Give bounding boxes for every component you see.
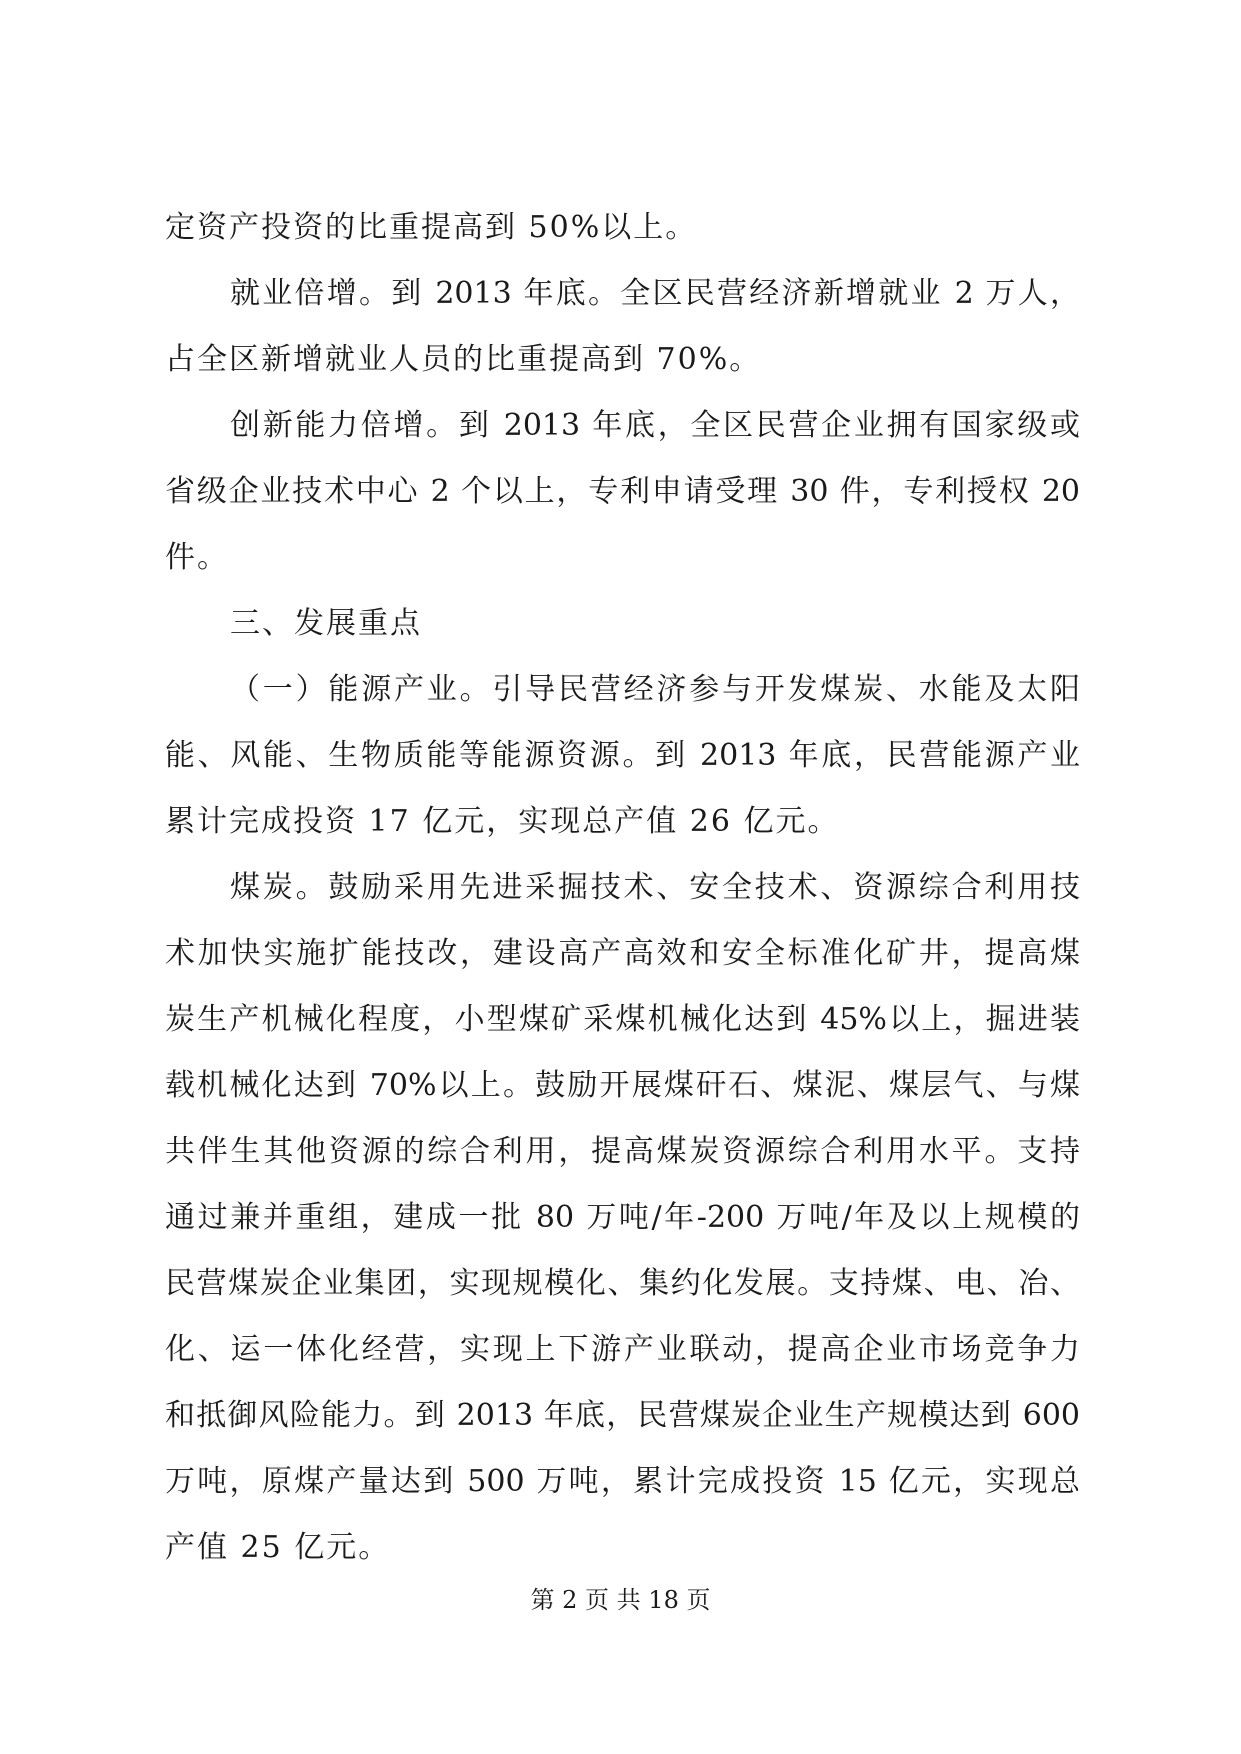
page-number-footer: 第 2 页 共 18 页 [530, 1586, 711, 1614]
text-line: 就业倍增。到 2013 年底。全区民营经济新增就业 2 万人， [230, 276, 1080, 311]
text-line: 通过兼并重组，建成一批 80 万吨/年-200 万吨/年及以上规模的 [165, 1200, 1080, 1235]
text-line: 民营煤炭企业集团，实现规模化、集约化发展。支持煤、电、冶、 [165, 1266, 1080, 1301]
text-line: 载机械化达到 70%以上。鼓励开展煤矸石、煤泥、煤层气、与煤 [165, 1068, 1080, 1103]
text-line: 煤炭。鼓励采用先进采掘技术、安全技术、资源综合利用技 [230, 870, 1080, 905]
text-line: 件。 [165, 540, 229, 575]
text-line: 占全区新增就业人员的比重提高到 70%。 [165, 342, 762, 377]
text-line: 术加快实施扩能技改，建设高产高效和安全标准化矿井，提高煤 [165, 936, 1080, 971]
text-line: 产值 25 亿元。 [165, 1530, 391, 1565]
section-heading: 三、发展重点 [230, 606, 422, 641]
text-line: （一）能源产业。引导民营经济参与开发煤炭、水能及太阳 [230, 672, 1080, 707]
text-line: 省级企业技术中心 2 个以上，专利申请受理 30 件，专利授权 20 [165, 474, 1080, 509]
text-line: 万吨，原煤产量达到 500 万吨，累计完成投资 15 亿元，实现总 [165, 1464, 1080, 1499]
text-line: 和抵御风险能力。到 2013 年底，民营煤炭企业生产规模达到 600 [165, 1398, 1080, 1433]
text-line: 能、风能、生物质能等能源资源。到 2013 年底，民营能源产业 [165, 738, 1080, 773]
text-line: 炭生产机械化程度，小型煤矿采煤机械化达到 45%以上，掘进装 [165, 1002, 1080, 1037]
text-line: 累计完成投资 17 亿元，实现总产值 26 亿元。 [165, 804, 840, 839]
text-line: 共伴生其他资源的综合利用，提高煤炭资源综合利用水平。支持 [165, 1134, 1080, 1169]
text-line: 定资产投资的比重提高到 50%以上。 [165, 210, 698, 245]
text-line: 创新能力倍增。到 2013 年底，全区民营企业拥有国家级或 [230, 408, 1080, 443]
text-line: 化、运一体化经营，实现上下游产业联动，提高企业市场竞争力 [165, 1332, 1080, 1367]
